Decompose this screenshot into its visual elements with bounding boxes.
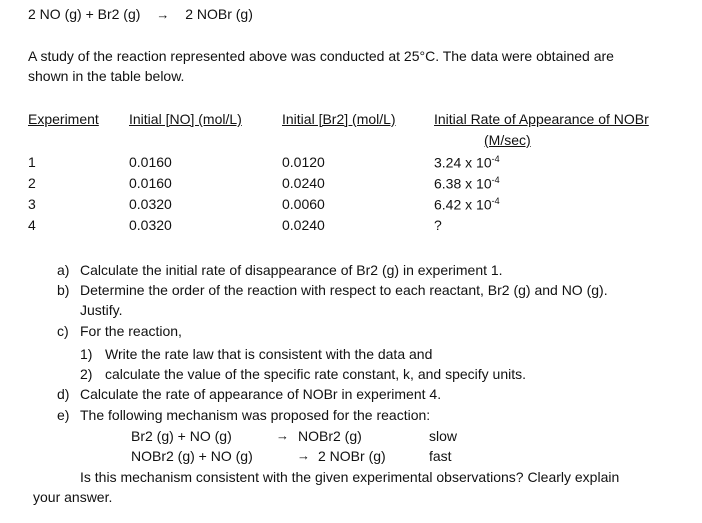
intro-line-2: shown in the table below. (28, 68, 185, 84)
cell-initial-br2: 0.0060 (282, 196, 325, 212)
cell-experiment: 3 (28, 196, 36, 212)
cell-rate (434, 175, 500, 192)
cell-experiment: 1 (28, 154, 36, 170)
mechanism-step-2-speed: fast (429, 448, 452, 464)
mechanism-step-1-products: NOBr2 (g) (298, 428, 362, 444)
question-d-label: d) (57, 386, 70, 402)
question-a-text: Calculate the initial rate of disappearance of Br2 (g) in experiment 1. (80, 262, 503, 278)
cell-initial-br2: 0.0240 (282, 175, 325, 191)
question-e-text: The following mechanism was proposed for the reaction: (80, 407, 431, 423)
cell-rate: ? (434, 217, 442, 233)
mechanism-step-1-reactants: Br2 (g) + NO (g) (131, 428, 232, 444)
question-b-text-2: Justify. (80, 302, 123, 318)
question-c-text: For the reaction, (80, 323, 182, 339)
question-e-label: e) (57, 407, 70, 423)
header-experiment: Experiment (28, 111, 99, 127)
question-b-text-1: Determine the order of the reaction with respect to each reactant, Br2 (g) and NO (g). (80, 282, 608, 298)
cell-experiment: 2 (28, 175, 36, 191)
reaction-equation (28, 6, 253, 22)
question-c-label: c) (57, 323, 69, 339)
cell-initial-no: 0.0160 (129, 175, 172, 191)
rate-exponent: -4 (491, 196, 500, 206)
cell-rate (434, 154, 500, 171)
question-a-label: a) (57, 262, 70, 278)
cell-experiment: 4 (28, 217, 36, 233)
mechanism-step-2-arrow: → (297, 448, 310, 463)
cell-initial-br2: 0.0120 (282, 154, 325, 170)
rate-base: 6.42 x 10 (434, 196, 492, 213)
question-c1-label: 1) (80, 346, 93, 362)
cell-initial-br2: 0.0240 (282, 217, 325, 233)
mechanism-step-1-speed: slow (429, 428, 458, 444)
cell-initial-no: 0.0320 (129, 217, 172, 233)
rate-base: 6.38 x 10 (434, 175, 492, 192)
rate-exponent: -4 (491, 154, 500, 164)
question-c2-label: 2) (80, 366, 93, 382)
final-question-line-2: your answer. (33, 489, 113, 505)
mechanism-step-2-reactants: NOBr2 (g) + NO (g) (131, 448, 253, 464)
cell-initial-no: 0.0160 (129, 154, 172, 170)
header-initial-br2: Initial [Br2] (mol/L) (282, 111, 396, 127)
cell-initial-no: 0.0320 (129, 196, 172, 212)
rate-base: 3.24 x 10 (434, 154, 492, 171)
mechanism-step-1-arrow: → (276, 428, 289, 443)
question-b-label: b) (57, 282, 70, 298)
question-d-text: Calculate the rate of appearance of NOBr in experiment 4. (80, 386, 442, 402)
rate-exponent: -4 (491, 175, 500, 185)
mechanism-step-2-products: 2 NOBr (g) (318, 448, 386, 464)
header-rate-line-2: (M/sec) (484, 132, 531, 148)
header-initial-no: Initial [NO] (mol/L) (129, 111, 242, 127)
question-c1-text: Write the rate law that is consistent with the data and (105, 346, 433, 362)
equation-products: 2 NOBr (g) (185, 6, 253, 22)
final-question-line-1: Is this mechanism consistent with the given experimental observations? Clearly explain (80, 469, 620, 485)
header-rate-line-1: Initial Rate of Appearance of NOBr (434, 111, 649, 127)
equation-arrow: → (156, 7, 170, 22)
equation-reactants: 2 NO (g) + Br2 (g) (28, 6, 141, 22)
question-c2-text: calculate the value of the specific rate constant, k, and specify units. (105, 366, 527, 382)
cell-rate (434, 196, 500, 213)
intro-line-1: A study of the reaction represented above was conducted at 25°C. The data were obtained are (28, 48, 614, 64)
